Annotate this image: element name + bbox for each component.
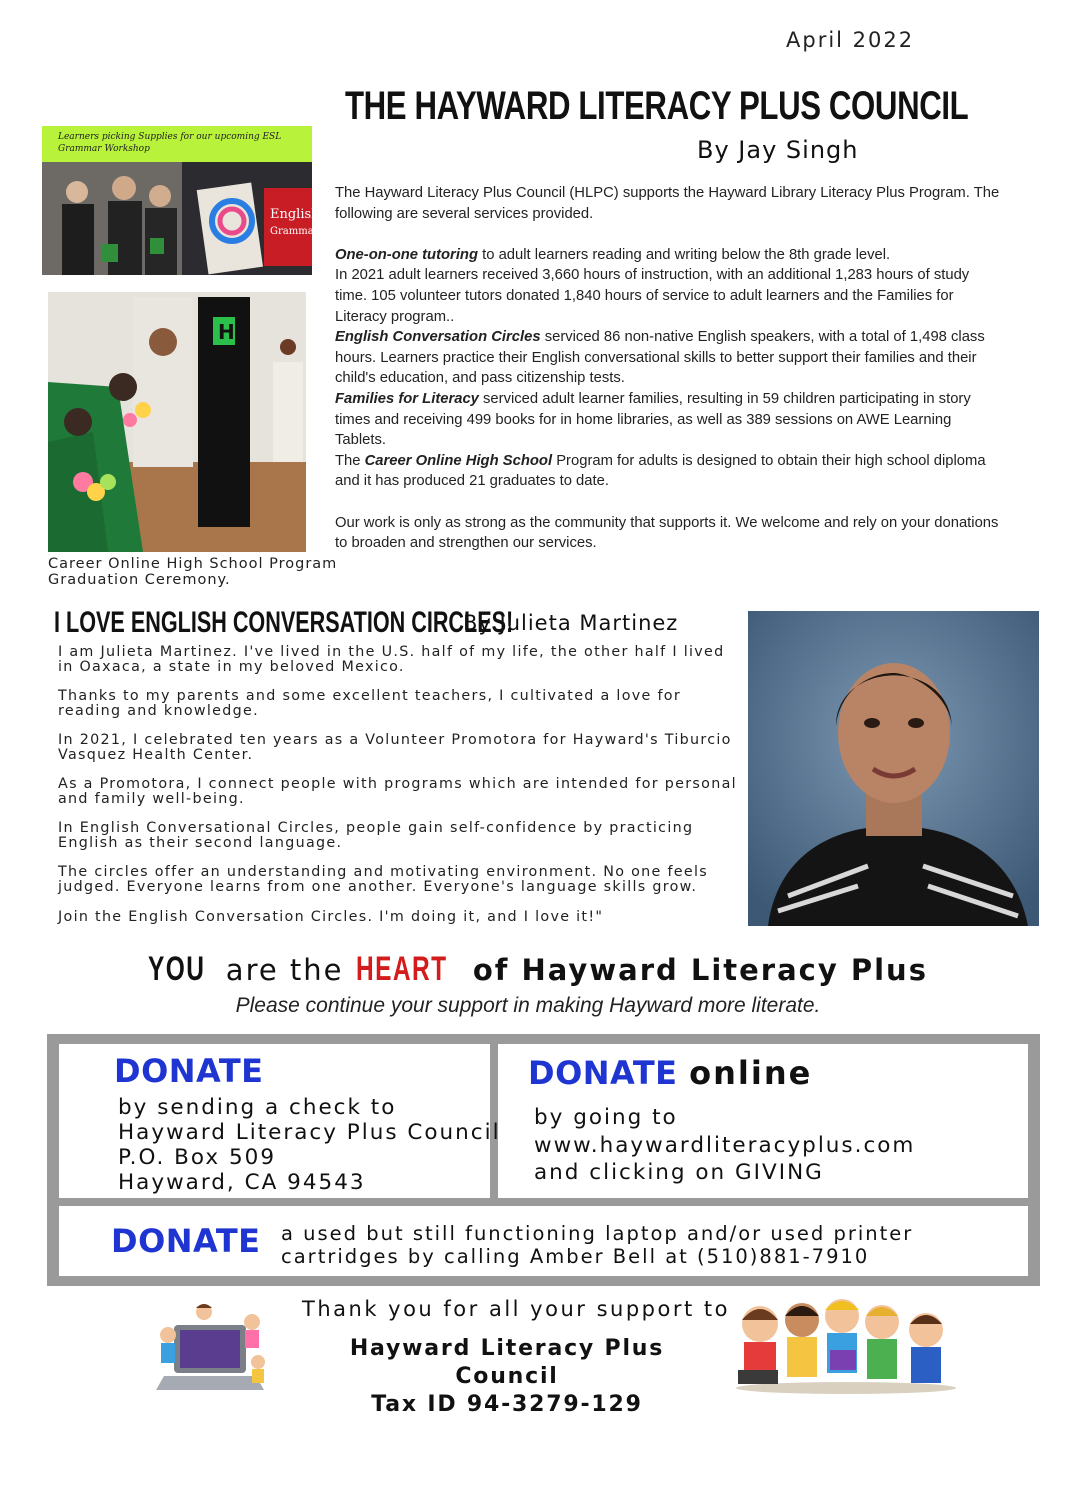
author-byline: By Jay Singh xyxy=(697,136,859,164)
tax-id: Tax ID 94-3279-129 xyxy=(371,1392,643,1417)
ecc-text: serviced 86 non-native English speakers, with a total of 1,498 class hours. Learners practice their English conversational skills to better support their families and their child's education, and pass citizenship tests. xyxy=(335,329,985,387)
online-line: by going to xyxy=(534,1105,678,1130)
kids-laptop-clipart xyxy=(152,1300,272,1400)
svg-text:Grammar: Grammar xyxy=(270,226,319,237)
online-line: and clicking on GIVING xyxy=(534,1160,824,1185)
ecc-label: English Conversation Circles xyxy=(335,329,541,346)
donate-online-instructions xyxy=(534,1104,915,1187)
council-name: Hayward Literacy Plus Council xyxy=(349,1336,665,1389)
svg-text:H: H xyxy=(218,320,235,344)
donate-check-heading: DONATE xyxy=(114,1052,264,1090)
donate-online-word: DONATE xyxy=(528,1054,678,1092)
svg-text:English: English xyxy=(270,207,320,222)
newsletter-date: April 2022 xyxy=(786,28,915,52)
page-title: THE HAYWARD LITERACY PLUS COUNCIL xyxy=(345,84,969,128)
donate-laptop-text xyxy=(281,1222,913,1268)
article2-paragraph: In English Conversational Circles, people gain self-confidence by practicing English as their second language. xyxy=(58,820,694,852)
donate-online-heading xyxy=(528,1054,812,1092)
ffl-text: serviced adult learner families, resulting in 59 children participating in story times and receiving 499 books for in home libraries, as well as 389 sessions on AWE Learning Tablets. xyxy=(335,390,971,449)
article2-byline: By Julieta Martinez xyxy=(463,611,679,635)
cohs-prefix: The xyxy=(335,452,365,469)
donate-online-suffix: online xyxy=(689,1054,813,1092)
learners-supplies-photo xyxy=(42,126,320,275)
learners-photo-illustration xyxy=(42,126,320,275)
thank-you-line: Thank you for all your support to xyxy=(302,1297,730,1321)
caption-text: Career Online High School Program Graduation Ceremony. xyxy=(48,556,338,588)
graduation-photo-caption xyxy=(48,556,338,588)
closing-paragraph: Our work is only as strong as the community that supports it. We welcome and rely on your donations to broaden and strengthen our services. xyxy=(335,514,999,552)
address-line: Hayward, CA 94543 xyxy=(118,1170,366,1195)
article2-paragraph: The circles offer an understanding and motivating environment. No one feels judged. Everyone learns from one another. Everyone's language skills grow. xyxy=(58,864,709,896)
conversation-circles-article xyxy=(58,645,738,939)
tagline-rest: of Hayward Literacy Plus xyxy=(472,953,928,987)
website-link[interactable]: www.haywardliteracyplus.com xyxy=(534,1132,916,1158)
intro-lead: The Hayward Literacy Plus Council (HLPC) supports the Hayward Library Literacy Plus Program. The following are several services provided. xyxy=(335,185,1000,222)
tutoring-text: to adult learners reading and writing below the 8th grade level. xyxy=(478,246,891,263)
support-plea: Please continue your support in making Hayward more literate. xyxy=(235,994,821,1017)
council-info xyxy=(300,1335,714,1419)
address-line: by sending a check to xyxy=(118,1095,397,1120)
article2-paragraph: Thanks to my parents and some excellent teachers, I cultivated a love for reading and knowledge. xyxy=(58,688,681,719)
conversation-circles-headline: I LOVE ENGLISH CONVERSATION CIRCLES! xyxy=(54,606,514,639)
author-portrait-photo xyxy=(748,611,1039,926)
ffl-paragraph xyxy=(335,389,1000,451)
heart-tagline xyxy=(148,950,928,989)
reading-kids-clipart xyxy=(730,1290,962,1395)
portrait-illustration xyxy=(748,611,1039,926)
article2-paragraph: As a Promotora, I connect people with programs which are intended for personal and family well-being. xyxy=(58,776,737,808)
cohs-paragraph xyxy=(335,451,1000,492)
ffl-label: Families for Literacy xyxy=(335,390,479,407)
tagline-you: YOU xyxy=(148,950,206,988)
laptop-line: a used but still functioning laptop and/or used printer xyxy=(281,1222,914,1245)
tutoring-paragraph xyxy=(335,245,1000,266)
laptop-line: cartridges by calling Amber Bell at (510)881-7910 xyxy=(281,1245,870,1268)
graduation-illustration xyxy=(48,292,306,552)
article2-paragraph: In 2021, I celebrated ten years as a Volunteer Promotora for Hayward's Tiburcio Vasquez Health Center. xyxy=(58,732,732,763)
ecc-paragraph xyxy=(335,327,1000,389)
hours-paragraph: In 2021 adult learners received 3,660 hours of instruction, with an additional 1,283 hours of study time. 105 volunteer tutors donated 1,840 hours of service to adult learners and the Families for Literacy program.. xyxy=(335,267,970,325)
address-line: P.O. Box 509 xyxy=(118,1145,277,1170)
tagline-are-the: are the xyxy=(225,953,344,987)
donate-laptop-heading: DONATE xyxy=(111,1222,261,1260)
photo-banner-caption: Learners picking Supplies for our upcoming ESL Grammar Workshop xyxy=(42,126,312,162)
cohs-text: Program for adults is designed to obtain their high school diploma and it has produced 21 graduates to date. xyxy=(335,452,986,490)
donate-check-address xyxy=(118,1095,501,1195)
address-line: Hayward Literacy Plus Council xyxy=(118,1120,501,1145)
tutoring-label: One-on-one tutoring xyxy=(335,246,479,263)
cohs-label: Career Online High School xyxy=(364,452,553,469)
hlpc-services-article xyxy=(335,183,1000,554)
article2-paragraph: I am Julieta Martinez. I've lived in the U.S. half of my life, the other half I lived in Oaxaca, a state in my beloved Mexico. xyxy=(58,644,725,675)
article2-paragraph: Join the English Conversation Circles. I'm doing it, and I love it!" xyxy=(58,908,604,925)
tagline-heart: HEART xyxy=(355,950,448,988)
graduation-ceremony-photo xyxy=(48,292,306,552)
